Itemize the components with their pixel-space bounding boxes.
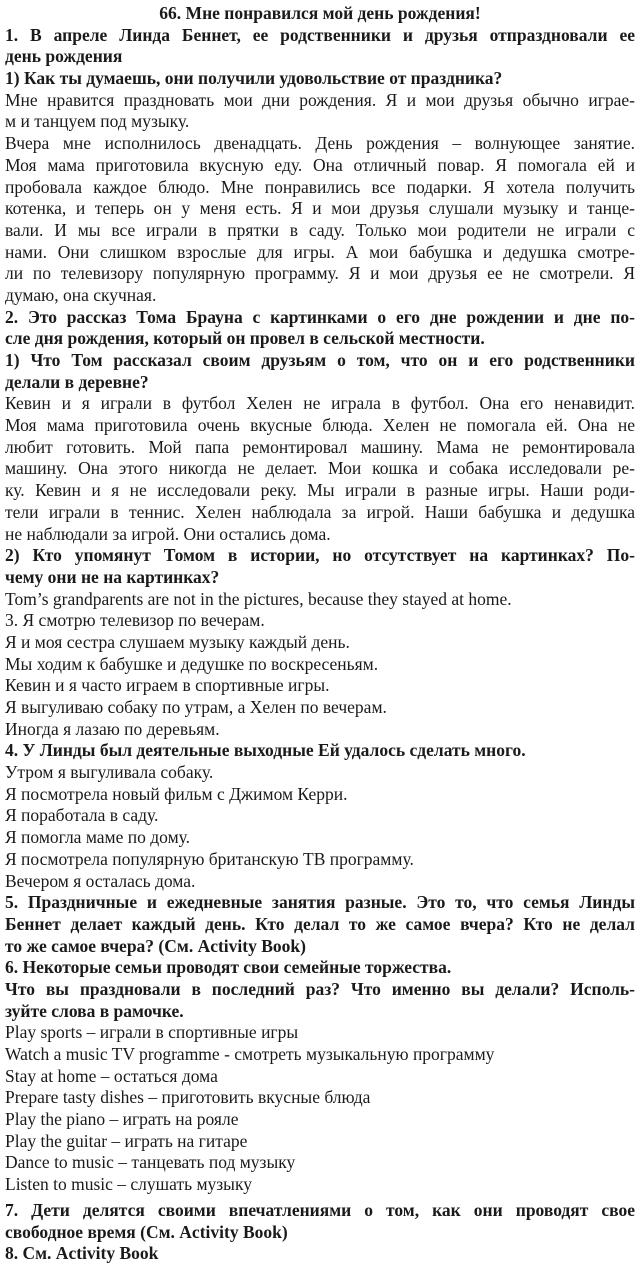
task2-answer1-line: не наблюдали за игрой. Они остались дома.: [5, 523, 331, 544]
task6-heading-line: зуйте слова в рамочке.: [5, 1000, 184, 1021]
task8-heading: 8. См. Activity Book: [5, 1243, 159, 1264]
task1-question: 1) Как ты думаешь, они получили удовольствие от праздника?: [5, 68, 503, 89]
task1-answer-line: Мне нравится праздновать мои дни рождения. Я и мои друзья обычно играе-: [5, 89, 635, 110]
task4-line: Я поработала в саду.: [5, 805, 159, 826]
task3-line: Я и моя сестра слушаем музыку каждый день.: [5, 631, 350, 652]
task3-line: Мы ходим к бабушке и дедушке по воскресеньям.: [5, 653, 379, 674]
task2-answer1-line: любит готовить. Мой папа ремонтировал машину. Мама не ремонтировала: [5, 436, 635, 457]
task1-answer-line: ли по телевизору популярную программу. Я и мои друзья ее не смотрели. Я: [5, 263, 635, 284]
task4-line: Я посмотрела популярную британскую ТВ программу.: [5, 848, 414, 869]
task3-line: Я выгуливаю собаку по утрам, а Хелен по вечерам.: [5, 697, 387, 717]
document-page: [5, 3, 635, 1265]
task7-heading-line: 7. Дети делятся своими впечатлениями о том, как они проводят свое: [5, 1199, 635, 1220]
page-title: 66. Мне понравился мой день рождения!: [159, 3, 481, 23]
task2-answer1-line: Моя мама приготовила очень вкусные блюда. Хелен не помогала ей. Она не: [5, 415, 635, 436]
task1-answer-line: нами. Они слишком взрослые для игры. А мои бабушка и дедушка смотре-: [5, 241, 635, 262]
task4-line: Утром я выгуливала собаку.: [5, 762, 214, 783]
task1-answer-line: Вчера мне исполнилось двенадцать. День рождения – волнующее занятие.: [5, 133, 635, 154]
task6-heading-line: Что вы праздновали в последний раз? Что именно вы делали? Исполь-: [5, 978, 635, 999]
task6-item: Dance to music – танцевать под музыку: [5, 1152, 296, 1173]
task2-answer1-line: машину. Она этого никогда не делает. Мои кошка и собака исследовали ре-: [5, 458, 635, 479]
task6-item: Watch a music TV programme - смотреть музыкальную программу: [5, 1044, 495, 1064]
task2-question2-line: чему они не на картинках?: [5, 566, 220, 587]
task1-answer-line: м и танцуем под музыку.: [5, 111, 190, 132]
task1-heading-line: день рождения: [5, 46, 123, 67]
task2-answer1-line: Кевин и я играли в футбол Хелен не играла в футбол. Она его ненавидит.: [5, 393, 635, 414]
task2-answer1-line: тели играли в теннис. Хелен наблюдала за игрой. Наши бабушка и дедушка: [5, 501, 635, 522]
task7-heading-line: свободное время (См. Activity Book): [5, 1221, 288, 1242]
task2-heading-line: 2. Это рассказ Тома Брауна с картинками о его дне рождении и дне по-: [5, 306, 635, 327]
task2-question2-line: 2) Кто упомянут Томом в истории, но отсутствует на картинках? По-: [5, 545, 635, 566]
task3-line: 3. Я смотрю телевизор по вечерам.: [5, 610, 265, 631]
task1-answer-line: пробовала каждое блюдо. Мне понравились все подарки. Я хотела получить: [5, 176, 635, 197]
task6-item: Listen to music – слушать музыку: [5, 1174, 252, 1195]
task1-answer-line: думаю, она скучная.: [5, 284, 157, 305]
task2-heading-line: сле дня рождения, который он провел в сельской местности.: [5, 328, 485, 349]
task1-answer-line: котенка, и теперь он у меня есть. Я и мои друзья слушали музыку и танце-: [5, 198, 635, 219]
task1-answer-line: вали. И мы все играли в прятки в саду. Только мои родители не играли с: [5, 219, 635, 240]
task2-answer1-line: ку. Кевин и я не исследовали реку. Мы играли в разные игры. Наши роди-: [5, 480, 635, 501]
task5-heading-line: то же самое вчера? (См. Activity Book): [5, 935, 306, 956]
task6-item: Stay at home – остаться дома: [5, 1065, 218, 1086]
task6-heading-line: 6. Некоторые семьи проводят свои семейные торжества.: [5, 957, 452, 978]
task6-item: Play the piano – играть на рояле: [5, 1109, 239, 1130]
task3-line: Кевин и я часто играем в спортивные игры.: [5, 675, 330, 696]
task2-question1-line: 1) Что Том рассказал своим друзьям о том, что он и его родственники: [5, 350, 635, 370]
task4-heading: 4. У Линды был деятельные выходные Ей удалось сделать много.: [5, 740, 526, 761]
task3-line: Иногда я лазаю по деревьям.: [5, 718, 220, 739]
task4-line: Вечером я осталась дома.: [5, 870, 196, 891]
task2-answer2: Tom’s grandparents are not in the pictures, because they stayed at home.: [5, 588, 512, 609]
task5-heading-line: Беннет делает каждый день. Кто делал то же самое вчера? Кто не делал: [5, 913, 635, 934]
task4-line: Я помогла маме по дому.: [5, 827, 191, 848]
task2-question1-line: делали в деревне?: [5, 371, 149, 392]
task6-item: Play sports – играли в спортивные игры: [5, 1022, 299, 1043]
task5-heading-line: 5. Праздничные и ежедневные занятия разные. Это то, что семья Линды: [5, 892, 635, 913]
task1-heading-line: 1. В апреле Линда Беннет, ее родственники и друзья отпраздновали ее: [5, 24, 635, 45]
task1-answer-line: Моя мама приготовила вкусную еду. Она отличный повар. Я помогала ей и: [5, 154, 635, 175]
task4-line: Я посмотрела новый фильм с Джимом Керри.: [5, 783, 348, 804]
task6-item: Prepare tasty dishes – приготовить вкусные блюда: [5, 1087, 371, 1108]
task6-item: Play the guitar – играть на гитаре: [5, 1130, 248, 1151]
